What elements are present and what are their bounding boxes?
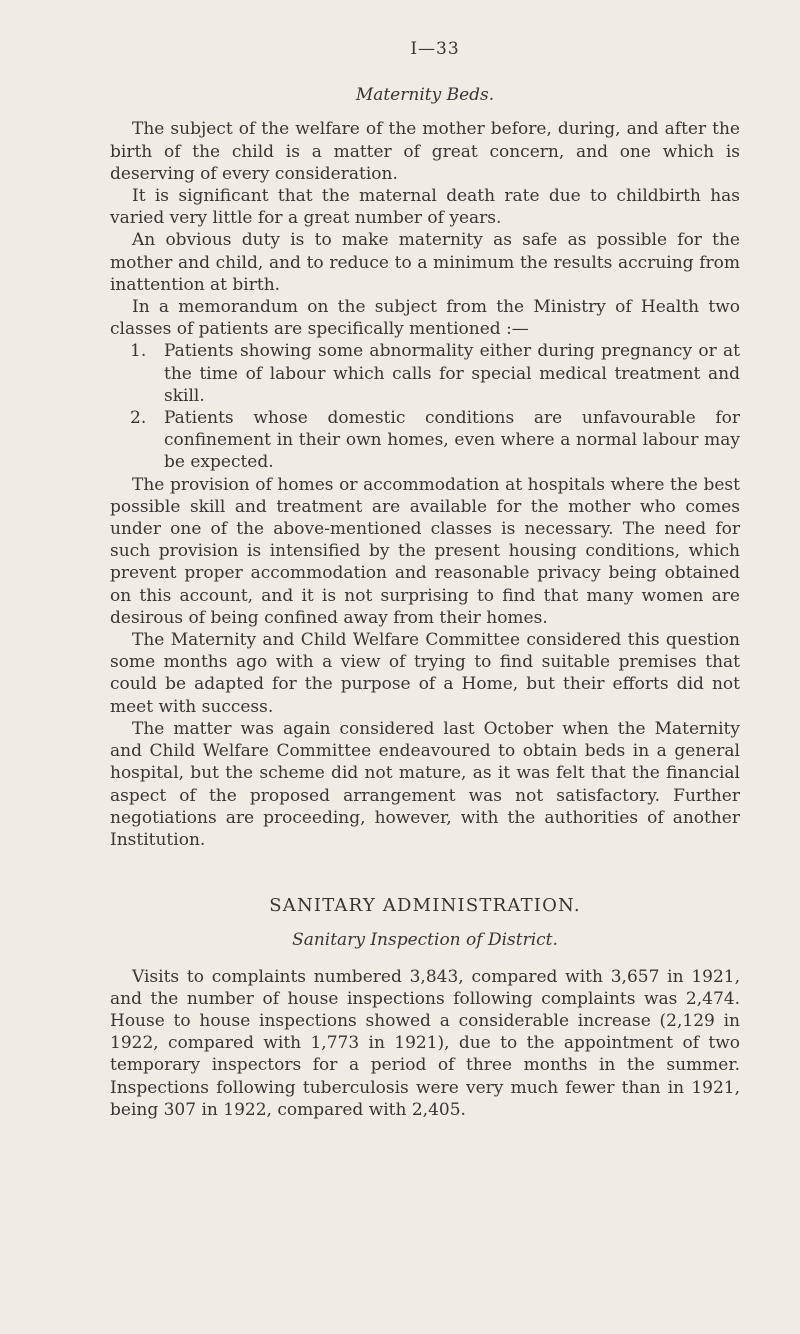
paragraph: The Maternity and Child Welfare Committee considered this question some months ago with a view of trying to find suitable premises that could be adapted for the purpose of a Home, but their efforts did not meet with success. [110,630,740,717]
paragraph: Visits to complaints numbered 3,843, compared with 3,657 in 1921, and the number of house inspections following complaints was 2,474. House to house inspections showed a considerable increase (2,129 in 1922, compared with 1,773 in 1921), due to the appointment of two temporary inspectors for a period of three months in the summer. Inspections following tuberculosis were very much fewer than in 1921, being 307 in 1922, compared with 2,405. [110,966,740,1120]
paragraph: The provision of homes or accommodation at hospitals where the best possible skill and treatment are available for the mother who comes under one of the above-mentioned classes is necessary. The need for such provision is intensified by the present housing conditions, which prevent proper accommodation and reasonable privacy being obtained on this account, and it is not surprising to find that many women are desirous of being confined away from their homes. [110,474,740,628]
paragraph: The subject of the welfare of the mother before, during, and after the birth of the child is a matter of great concern, and one which is deserving of every consideration. [110,119,740,184]
maternity-beds-heading: Maternity Beds. [355,85,495,106]
paragraph: An obvious duty is to make maternity as safe as possible for the mother and child, and to reduce to a minimum the results accruing from inattention at birth. [110,230,740,295]
patient-classes-list [110,340,740,473]
paragraph: It is significant that the maternal death rate due to childbirth has varied very little for a great number of years. [110,186,740,229]
list-item-text: Patients whose domestic conditions are unfavourable for confinement in their own homes, even where a normal labour may be expected. [164,408,740,473]
list-item-text: Patients showing some abnormality either during pregnancy or at the time of labour which calls for special medical treatment and skill. [164,341,740,406]
list-item-number: 2. [130,408,147,429]
sanitary-administration-heading: SANITARY ADMINISTRATION. [269,895,581,917]
document-page [110,38,740,1121]
sanitary-inspection-subheading: Sanitary Inspection of District. [292,930,558,951]
page-number: I—33 [410,39,460,59]
paragraph: The matter was again considered last October when the Maternity and Child Welfare Committee endeavoured to obtain beds in a general hospital, but the scheme did not mature, as it was felt that the financial aspect of the proposed arrangement was not satisfactory. Further negotiations are proceeding, however, with the authorities of another Institution. [110,718,740,850]
list-item [110,407,740,474]
paragraph: In a memorandum on the subject from the Ministry of Health two classes of patients are specifically mentioned :— [110,297,740,340]
list-item-number: 1. [130,341,147,362]
list-item [110,340,740,407]
